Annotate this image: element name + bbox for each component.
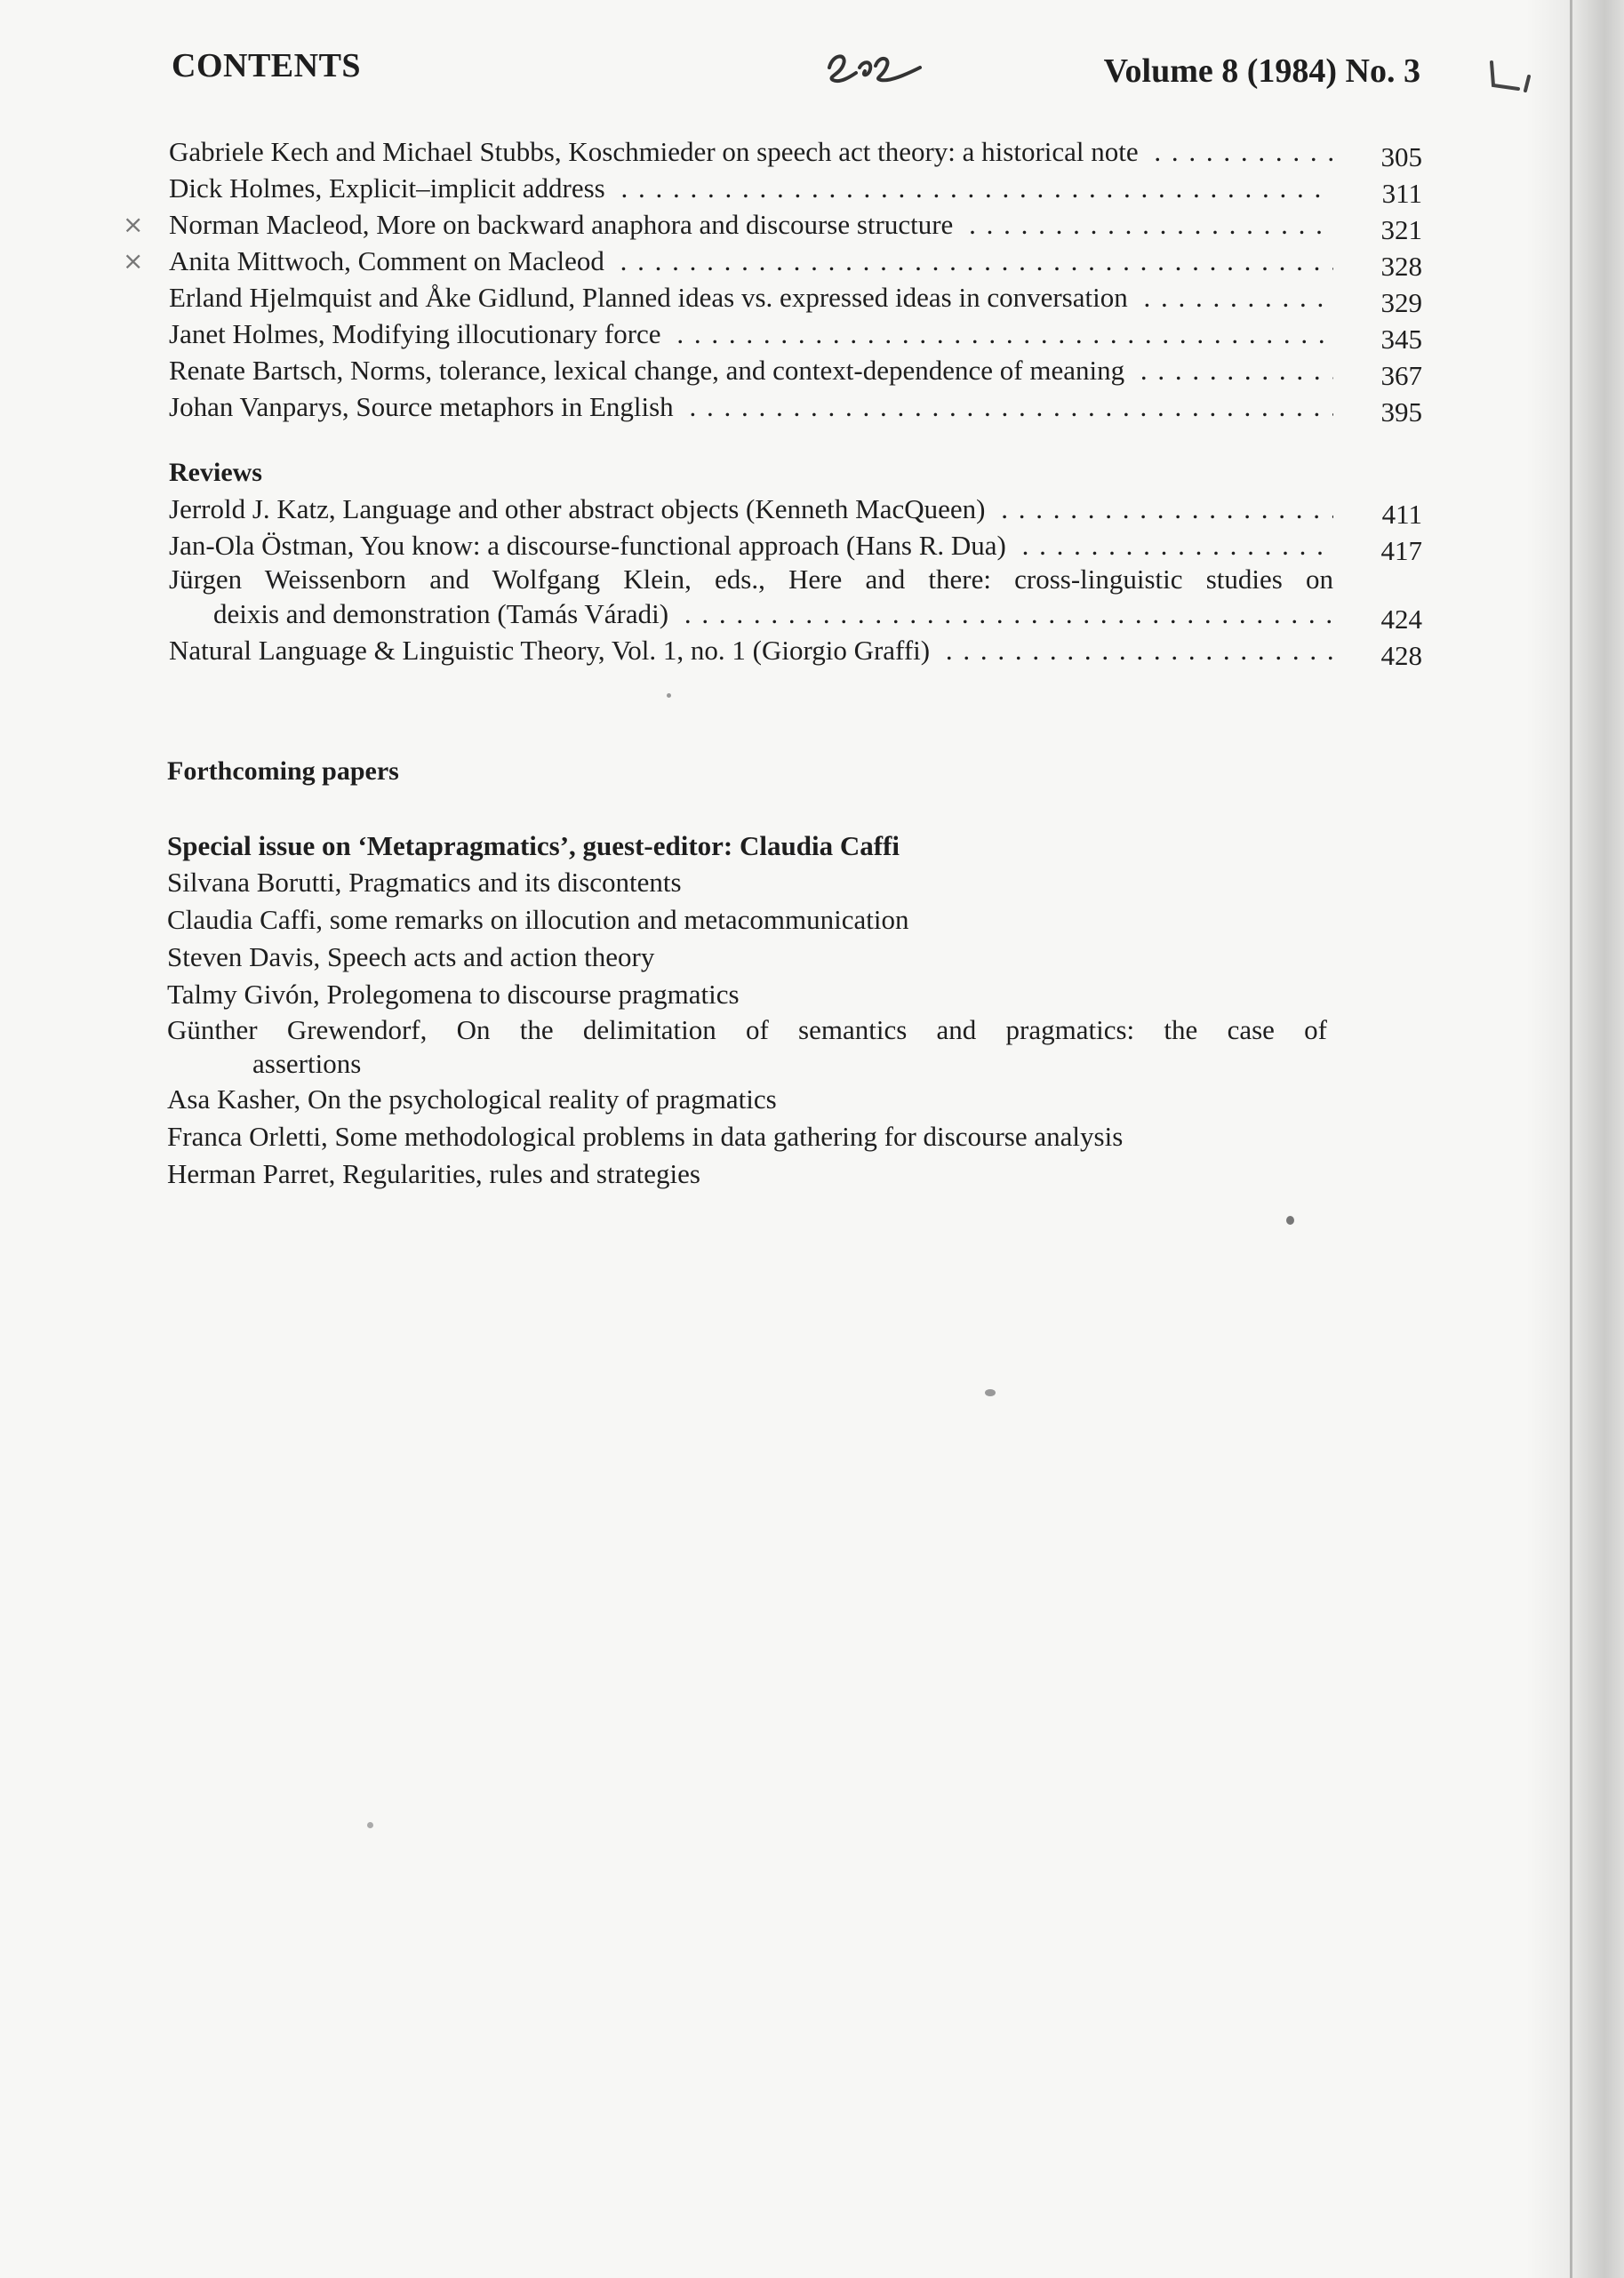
article-page-number: 329	[1380, 287, 1422, 318]
review-page-number: 428	[1380, 640, 1422, 671]
margin-mark: ×	[123, 246, 144, 276]
forthcoming-paper: Herman Parret, Regularities, rules and strategies	[167, 1158, 700, 1189]
forthcoming-paper: Steven Davis, Speech acts and action theory	[167, 941, 655, 972]
special-issue-heading: Special issue on ‘Metapragmatics’, guest-editor: Claudia Caffi	[167, 830, 900, 861]
speck	[667, 693, 671, 698]
margin-mark: ×	[123, 210, 144, 239]
forthcoming-paper: Silvana Borutti, Pragmatics and its discontents	[167, 867, 682, 898]
review-item	[169, 527, 1422, 564]
article-title: Janet Holmes, Modifying illocutionary force	[169, 318, 668, 349]
article-page-number: 305	[1380, 141, 1422, 172]
review-item	[169, 491, 1422, 530]
article-item	[123, 206, 1422, 245]
review-title: Jerrold J. Katz, Language and other abstract objects (Kenneth MacQueen)	[169, 493, 992, 524]
review-title: Natural Language & Linguistic Theory, Vol. 1, no. 1 (Giorgio Graffi)	[169, 635, 937, 666]
articles-list	[123, 133, 1422, 428]
article-item	[169, 352, 1422, 391]
article-item	[169, 388, 1422, 428]
article-title: Erland Hjelmquist and Åke Gidlund, Planned ideas vs. expressed ideas in conversation	[169, 282, 1135, 313]
article-title: Gabriele Kech and Michael Stubbs, Koschmieder on speech act theory: a historical note	[169, 136, 1146, 167]
article-title: Dick Holmes, Explicit–implicit address	[169, 172, 612, 204]
page-title: CONTENTS	[172, 47, 362, 84]
forthcoming-paper: Asa Kasher, On the psychological reality of pragmatics	[167, 1083, 777, 1115]
article-page-number: 321	[1380, 214, 1422, 245]
review-item	[169, 632, 1422, 671]
forthcoming-section	[167, 754, 1332, 1193]
article-title: Anita Mittwoch, Comment on Macleod	[169, 245, 612, 276]
page-edge-line	[1570, 0, 1572, 2278]
article-page-number: 395	[1380, 396, 1422, 428]
article-page-number: 311	[1381, 178, 1422, 209]
article-title: Renate Bartsch, Norms, tolerance, lexical change, and context-dependence of meaning	[169, 355, 1132, 386]
forthcoming-paper: Franca Orletti, Some methodological problems in data gathering for discourse analysis	[167, 1121, 1124, 1152]
article-item	[169, 133, 1422, 170]
reviews-heading: Reviews	[169, 458, 262, 487]
article-page-number: 367	[1380, 360, 1422, 391]
reviews-section	[169, 455, 1422, 671]
speck	[985, 1389, 996, 1396]
article-page-number: 345	[1380, 324, 1422, 355]
speck	[1286, 1216, 1294, 1225]
forthcoming-paper-line1: Günther Grewendorf, On the delimitation of semantics and pragmatics: the case of	[167, 1014, 1327, 1045]
review-page-number: 424	[1380, 603, 1422, 635]
article-title: Norman Macleod, More on backward anaphora and discourse structure	[169, 209, 960, 240]
article-page-number: 328	[1380, 251, 1422, 282]
article-item	[123, 243, 1422, 282]
review-page-number: 411	[1381, 499, 1422, 530]
corner-pencil-mark	[1486, 59, 1540, 94]
page-header	[172, 41, 1420, 103]
review-page-number: 417	[1380, 535, 1422, 566]
forthcoming-paper-line2: assertions	[252, 1048, 362, 1079]
page-edge-shadow	[1526, 0, 1624, 2278]
article-item	[169, 170, 1422, 209]
forthcoming-heading: Forthcoming papers	[167, 756, 399, 786]
article-item	[169, 316, 1422, 355]
forthcoming-paper: Talmy Givón, Prolegomena to discourse pragmatics	[167, 979, 740, 1010]
volume-info: Volume 8 (1984) No. 3	[1103, 52, 1420, 90]
article-item	[169, 279, 1422, 316]
speck	[367, 1822, 373, 1828]
forthcoming-paper: Claudia Caffi, some remarks on illocution and metacommunication	[167, 904, 909, 935]
forthcoming-paper	[167, 1013, 1332, 1081]
article-title: Johan Vanparys, Source metaphors in English	[169, 391, 681, 422]
review-item	[169, 564, 1422, 635]
review-title: Jan-Ola Östman, You know: a discourse-functional approach (Hans R. Dua)	[169, 530, 1013, 561]
review-title-line2: deixis and demonstration (Tamás Váradi)	[213, 598, 676, 629]
review-title-line1: Jürgen Weissenborn and Wolfgang Klein, eds., Here and there: cross-linguistic studies on	[169, 564, 1333, 595]
handwritten-annotation	[820, 41, 927, 94]
